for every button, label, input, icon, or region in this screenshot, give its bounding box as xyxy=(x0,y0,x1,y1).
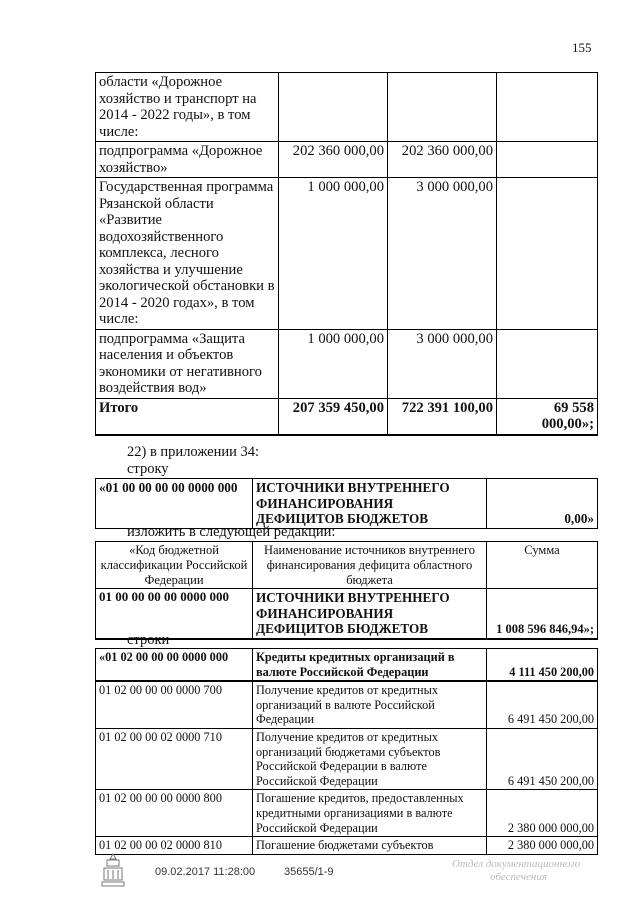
seal-icon xyxy=(98,850,128,890)
table-row xyxy=(96,837,598,855)
sum-cell: 4 111 450 200,00 xyxy=(487,649,598,682)
table-row xyxy=(96,329,598,398)
sum-cell: 2 380 000 000,00 xyxy=(487,837,598,855)
sum-cell: 6 491 450 200,00 xyxy=(487,681,598,728)
page-number: 155 xyxy=(572,40,592,55)
value-2: 3 000 000,00 xyxy=(388,178,497,330)
code-cell: 01 02 00 00 00 0000 800 xyxy=(96,790,253,837)
value-3 xyxy=(497,73,598,142)
izlozhit-text: изложить в следующей редакции: xyxy=(127,524,336,540)
table-row xyxy=(96,73,598,142)
header-code: «Код бюджетной классификации Российской Федерации xyxy=(96,542,253,589)
value-3 xyxy=(497,142,598,178)
name-cell: ИСТОЧНИКИ ВНУТРЕННЕГО ФИНАНСИРОВАНИЯ ДЕФИЦИТОВ БЮДЖЕТОВ xyxy=(253,589,487,639)
old-row-table xyxy=(95,478,598,529)
code-cell: «01 00 00 00 00 0000 000 xyxy=(96,479,253,529)
header-name: Наименование источников внутреннего финансирования дефицита областного бюджета xyxy=(253,542,487,589)
name-cell: ИСТОЧНИКИ ВНУТРЕННЕГО ФИНАНСИРОВАНИЯ ДЕФИЦИТОВ БЮДЖЕТОВ xyxy=(253,479,487,529)
watermark-line: обеспечения xyxy=(490,871,547,883)
name-cell: Кредиты кредитных организаций в валюте Российской Федерации xyxy=(253,649,487,682)
stroku-text: строку xyxy=(127,461,169,477)
code-cell: 01 02 00 00 00 0000 700 xyxy=(96,681,253,728)
table-row xyxy=(96,589,598,639)
program-name: Государственная программа Рязанской области «Развитие водохозяйственного комплекса, лесного хозяйства и улучшение экологической обстановки в 2014 - 2020 годах», в том числе: xyxy=(96,178,279,330)
programs-table xyxy=(95,72,598,436)
value-1 xyxy=(279,73,388,142)
name-cell: Получение кредитов от кредитных организаций бюджетами субъектов Российской Федерации в валюте Российской Федерации xyxy=(253,728,487,789)
code-cell: 01 00 00 00 00 0000 000 xyxy=(96,589,253,639)
value-3 xyxy=(497,329,598,398)
item-22-text: 22) в приложении 34: xyxy=(127,444,260,460)
header-sum: Сумма xyxy=(487,542,598,589)
watermark-line: Отдел документационного xyxy=(452,858,581,870)
code-cell: 01 02 00 00 02 0000 710 xyxy=(96,728,253,789)
value-1: 202 360 000,00 xyxy=(279,142,388,178)
value-2: 3 000 000,00 xyxy=(388,329,497,398)
watermark xyxy=(452,858,580,884)
sum-cell: 2 380 000 000,00 xyxy=(487,790,598,837)
table-row xyxy=(96,649,598,682)
table-row xyxy=(96,728,598,789)
value-3 xyxy=(497,178,598,330)
sum-cell: 6 491 450 200,00 xyxy=(487,728,598,789)
total-value-3: 69 558 000,00»; xyxy=(497,398,598,435)
name-cell: Погашение кредитов, предоставленных кредитными организациями в валюте Российской Федерации xyxy=(253,790,487,837)
credits-table xyxy=(95,648,598,855)
value-1: 1 000 000,00 xyxy=(279,329,388,398)
header-row xyxy=(96,542,598,589)
table-row xyxy=(96,178,598,330)
table-row xyxy=(96,790,598,837)
value-2: 202 360 000,00 xyxy=(388,142,497,178)
name-cell: Получение кредитов от кредитных организаций в валюте Российской Федерации xyxy=(253,681,487,728)
table-row xyxy=(96,681,598,728)
sum-cell: 0,00» xyxy=(487,479,598,529)
name-cell: Погашение бюджетами субъектов xyxy=(253,837,487,855)
table-row xyxy=(96,479,598,529)
footer-doc-id: 35655/1-9 xyxy=(284,866,334,878)
table-row xyxy=(96,142,598,178)
sum-cell: 1 008 596 846,94»; xyxy=(487,589,598,639)
total-value-2: 722 391 100,00 xyxy=(388,398,497,435)
value-2 xyxy=(388,73,497,142)
total-value-1: 207 359 450,00 xyxy=(279,398,388,435)
value-1: 1 000 000,00 xyxy=(279,178,388,330)
program-name: подпрограмма «Дорожное хозяйство» xyxy=(96,142,279,178)
program-name: подпрограмма «Защита населения и объектов экономики от негативного воздействия вод» xyxy=(96,329,279,398)
new-row-table xyxy=(95,541,598,640)
program-name: области «Дорожное хозяйство и транспорт на 2014 - 2022 годы», в том числе: xyxy=(96,73,279,142)
code-cell: «01 02 00 00 00 0000 000 xyxy=(96,649,253,682)
code-cell: 01 02 00 00 02 0000 810 xyxy=(96,837,253,855)
footer-datetime: 09.02.2017 11:28:00 xyxy=(155,866,256,878)
stroki-text: строки xyxy=(127,632,170,648)
total-label: Итого xyxy=(96,398,279,435)
total-row xyxy=(96,398,598,435)
